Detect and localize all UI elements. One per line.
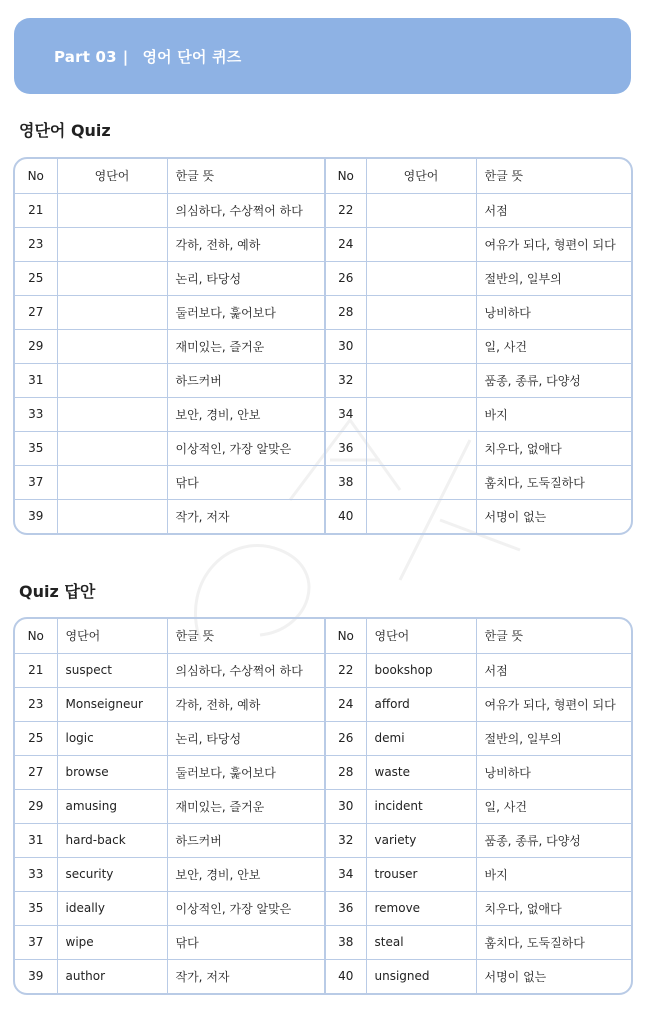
english-word-cell: hard-back bbox=[57, 823, 167, 857]
column-header-word: 영단어 bbox=[57, 619, 167, 653]
row-number-cell: 36 bbox=[325, 891, 366, 925]
korean-meaning-cell: 작가, 저자 bbox=[167, 959, 325, 993]
table-row bbox=[15, 891, 633, 925]
row-number-cell: 29 bbox=[15, 329, 57, 363]
english-word-cell bbox=[366, 261, 476, 295]
english-word-cell bbox=[366, 499, 476, 533]
row-number-cell: 38 bbox=[325, 465, 366, 499]
row-number-cell: 33 bbox=[15, 397, 57, 431]
table-row bbox=[15, 925, 633, 959]
english-word-cell bbox=[57, 295, 167, 329]
row-number-cell: 37 bbox=[15, 925, 57, 959]
english-word-cell: remove bbox=[366, 891, 476, 925]
row-number-cell: 21 bbox=[15, 193, 57, 227]
part-banner bbox=[14, 18, 631, 94]
korean-meaning-cell: 서점 bbox=[476, 193, 633, 227]
korean-meaning-cell: 둘러보다, 훑어보다 bbox=[167, 295, 325, 329]
korean-meaning-cell: 하드커버 bbox=[167, 363, 325, 397]
korean-meaning-cell: 바지 bbox=[476, 397, 633, 431]
banner-heading: 영어 단어 퀴즈 bbox=[142, 47, 242, 66]
column-header-meaning: 한글 뜻 bbox=[167, 619, 325, 653]
korean-meaning-cell: 여유가 되다, 형편이 되다 bbox=[476, 227, 633, 261]
row-number-cell: 25 bbox=[15, 261, 57, 295]
row-number-cell: 32 bbox=[325, 363, 366, 397]
row-number-cell: 22 bbox=[325, 193, 366, 227]
column-header-word: 영단어 bbox=[57, 159, 167, 193]
answer-header-row bbox=[15, 619, 633, 653]
korean-meaning-cell: 훔치다, 도둑질하다 bbox=[476, 465, 633, 499]
row-number-cell: 33 bbox=[15, 857, 57, 891]
korean-meaning-cell: 논리, 타당성 bbox=[167, 261, 325, 295]
row-number-cell: 22 bbox=[325, 653, 366, 687]
korean-meaning-cell: 절반의, 일부의 bbox=[476, 261, 633, 295]
english-word-cell bbox=[366, 227, 476, 261]
english-word-cell bbox=[366, 363, 476, 397]
row-number-cell: 31 bbox=[15, 363, 57, 397]
korean-meaning-cell: 각하, 전하, 예하 bbox=[167, 687, 325, 721]
english-word-cell bbox=[57, 465, 167, 499]
table-row bbox=[15, 261, 633, 295]
english-word-cell bbox=[366, 295, 476, 329]
korean-meaning-cell: 하드커버 bbox=[167, 823, 325, 857]
korean-meaning-cell: 치우다, 없애다 bbox=[476, 431, 633, 465]
korean-meaning-cell: 논리, 타당성 bbox=[167, 721, 325, 755]
row-number-cell: 40 bbox=[325, 499, 366, 533]
column-header-no: No bbox=[325, 159, 366, 193]
english-word-cell: bookshop bbox=[366, 653, 476, 687]
korean-meaning-cell: 보안, 경비, 안보 bbox=[167, 857, 325, 891]
row-number-cell: 39 bbox=[15, 499, 57, 533]
table-row bbox=[15, 227, 633, 261]
table-row bbox=[15, 431, 633, 465]
row-number-cell: 23 bbox=[15, 687, 57, 721]
table-row bbox=[15, 295, 633, 329]
korean-meaning-cell: 절반의, 일부의 bbox=[476, 721, 633, 755]
korean-meaning-cell: 작가, 저자 bbox=[167, 499, 325, 533]
korean-meaning-cell: 의심하다, 수상쩍어 하다 bbox=[167, 653, 325, 687]
korean-meaning-cell: 닦다 bbox=[167, 465, 325, 499]
english-word-cell: steal bbox=[366, 925, 476, 959]
row-number-cell: 28 bbox=[325, 295, 366, 329]
korean-meaning-cell: 이상적인, 가장 알맞은 bbox=[167, 891, 325, 925]
english-word-cell: afford bbox=[366, 687, 476, 721]
english-word-cell bbox=[57, 329, 167, 363]
english-word-cell: logic bbox=[57, 721, 167, 755]
english-word-cell bbox=[57, 363, 167, 397]
english-word-cell: ideally bbox=[57, 891, 167, 925]
row-number-cell: 26 bbox=[325, 261, 366, 295]
quiz-table bbox=[13, 157, 633, 535]
korean-meaning-cell: 바지 bbox=[476, 857, 633, 891]
row-number-cell: 28 bbox=[325, 755, 366, 789]
column-header-word: 영단어 bbox=[366, 159, 476, 193]
korean-meaning-cell: 품종, 종류, 다양성 bbox=[476, 363, 633, 397]
row-number-cell: 27 bbox=[15, 755, 57, 789]
table-row bbox=[15, 465, 633, 499]
row-number-cell: 24 bbox=[325, 227, 366, 261]
table-row bbox=[15, 823, 633, 857]
row-number-cell: 40 bbox=[325, 959, 366, 993]
quiz-section-title: 영단어 Quiz bbox=[19, 121, 111, 140]
english-word-cell: Monseigneur bbox=[57, 687, 167, 721]
column-header-no: No bbox=[15, 159, 57, 193]
quiz-header-row bbox=[15, 159, 633, 193]
row-number-cell: 32 bbox=[325, 823, 366, 857]
korean-meaning-cell: 훔치다, 도둑질하다 bbox=[476, 925, 633, 959]
english-word-cell bbox=[57, 431, 167, 465]
english-word-cell: trouser bbox=[366, 857, 476, 891]
table-row bbox=[15, 653, 633, 687]
row-number-cell: 31 bbox=[15, 823, 57, 857]
column-header-no: No bbox=[15, 619, 57, 653]
table-row bbox=[15, 789, 633, 823]
row-number-cell: 35 bbox=[15, 891, 57, 925]
row-number-cell: 39 bbox=[15, 959, 57, 993]
row-number-cell: 37 bbox=[15, 465, 57, 499]
english-word-cell bbox=[57, 227, 167, 261]
korean-meaning-cell: 재미있는, 즐거운 bbox=[167, 789, 325, 823]
table-row bbox=[15, 499, 633, 533]
table-row bbox=[15, 857, 633, 891]
korean-meaning-cell: 품종, 종류, 다양성 bbox=[476, 823, 633, 857]
column-header-word: 영단어 bbox=[366, 619, 476, 653]
answer-table bbox=[13, 617, 633, 995]
table-row bbox=[15, 397, 633, 431]
korean-meaning-cell: 이상적인, 가장 알맞은 bbox=[167, 431, 325, 465]
banner-title bbox=[54, 46, 241, 67]
row-number-cell: 21 bbox=[15, 653, 57, 687]
row-number-cell: 27 bbox=[15, 295, 57, 329]
english-word-cell bbox=[57, 261, 167, 295]
english-word-cell: security bbox=[57, 857, 167, 891]
english-word-cell bbox=[57, 499, 167, 533]
english-word-cell: incident bbox=[366, 789, 476, 823]
korean-meaning-cell: 재미있는, 즐거운 bbox=[167, 329, 325, 363]
row-number-cell: 30 bbox=[325, 329, 366, 363]
english-word-cell bbox=[57, 397, 167, 431]
row-number-cell: 24 bbox=[325, 687, 366, 721]
banner-part-label: Part 03 bbox=[54, 47, 117, 66]
table-row bbox=[15, 329, 633, 363]
korean-meaning-cell: 낭비하다 bbox=[476, 295, 633, 329]
english-word-cell bbox=[366, 329, 476, 363]
english-word-cell: demi bbox=[366, 721, 476, 755]
column-header-no: No bbox=[325, 619, 366, 653]
korean-meaning-cell: 닦다 bbox=[167, 925, 325, 959]
table-row bbox=[15, 721, 633, 755]
korean-meaning-cell: 여유가 되다, 형편이 되다 bbox=[476, 687, 633, 721]
answer-section-title: Quiz 답안 bbox=[19, 582, 96, 601]
row-number-cell: 26 bbox=[325, 721, 366, 755]
korean-meaning-cell: 서명이 없는 bbox=[476, 499, 633, 533]
english-word-cell bbox=[57, 193, 167, 227]
korean-meaning-cell: 낭비하다 bbox=[476, 755, 633, 789]
english-word-cell bbox=[366, 431, 476, 465]
korean-meaning-cell: 일, 사건 bbox=[476, 329, 633, 363]
korean-meaning-cell: 서점 bbox=[476, 653, 633, 687]
column-header-meaning: 한글 뜻 bbox=[167, 159, 325, 193]
row-number-cell: 38 bbox=[325, 925, 366, 959]
english-word-cell: wipe bbox=[57, 925, 167, 959]
korean-meaning-cell: 의심하다, 수상쩍어 하다 bbox=[167, 193, 325, 227]
korean-meaning-cell: 보안, 경비, 안보 bbox=[167, 397, 325, 431]
column-header-meaning: 한글 뜻 bbox=[476, 619, 633, 653]
table-row bbox=[15, 687, 633, 721]
english-word-cell: variety bbox=[366, 823, 476, 857]
english-word-cell: waste bbox=[366, 755, 476, 789]
row-number-cell: 30 bbox=[325, 789, 366, 823]
english-word-cell bbox=[366, 397, 476, 431]
korean-meaning-cell: 서명이 없는 bbox=[476, 959, 633, 993]
korean-meaning-cell: 치우다, 없애다 bbox=[476, 891, 633, 925]
row-number-cell: 34 bbox=[325, 857, 366, 891]
korean-meaning-cell: 둘러보다, 훑어보다 bbox=[167, 755, 325, 789]
row-number-cell: 36 bbox=[325, 431, 366, 465]
table-row bbox=[15, 363, 633, 397]
english-word-cell bbox=[366, 465, 476, 499]
english-word-cell: browse bbox=[57, 755, 167, 789]
english-word-cell: amusing bbox=[57, 789, 167, 823]
row-number-cell: 25 bbox=[15, 721, 57, 755]
banner-separator: | bbox=[122, 47, 129, 66]
table-row bbox=[15, 193, 633, 227]
korean-meaning-cell: 일, 사건 bbox=[476, 789, 633, 823]
english-word-cell: unsigned bbox=[366, 959, 476, 993]
english-word-cell: suspect bbox=[57, 653, 167, 687]
english-word-cell: author bbox=[57, 959, 167, 993]
table-row bbox=[15, 959, 633, 993]
table-row bbox=[15, 755, 633, 789]
english-word-cell bbox=[366, 193, 476, 227]
row-number-cell: 35 bbox=[15, 431, 57, 465]
column-header-meaning: 한글 뜻 bbox=[476, 159, 633, 193]
row-number-cell: 29 bbox=[15, 789, 57, 823]
korean-meaning-cell: 각하, 전하, 예하 bbox=[167, 227, 325, 261]
row-number-cell: 23 bbox=[15, 227, 57, 261]
row-number-cell: 34 bbox=[325, 397, 366, 431]
